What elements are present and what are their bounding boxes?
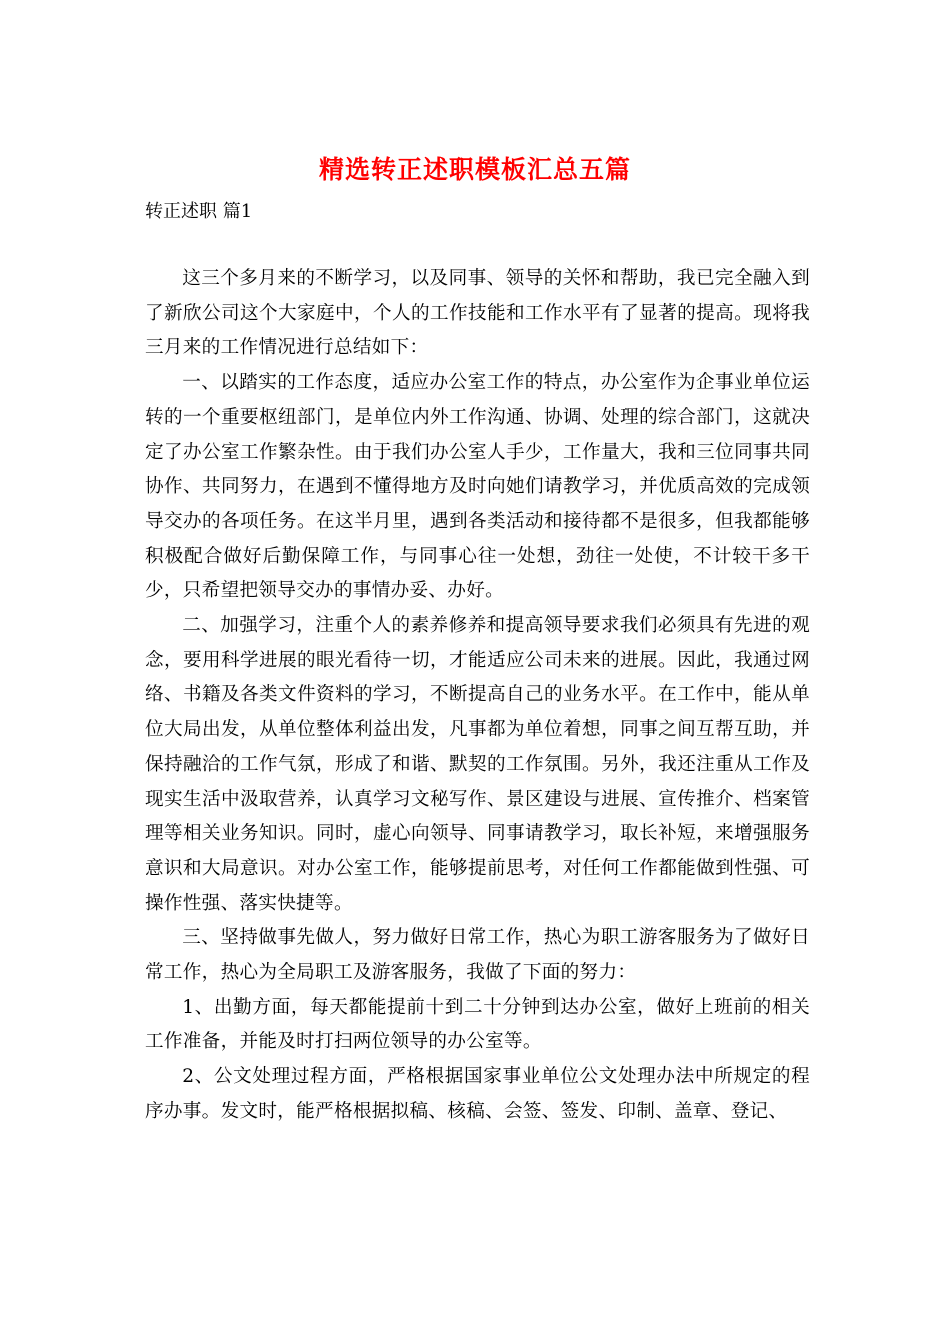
- paragraph: 这三个多月来的不断学习，以及同事、领导的关怀和帮助，我已完全融入到了新欣公司这个大家庭中，个人的工作技能和工作水平有了显著的提高。现将我三月来的工作情况进行总结如下：: [145, 268, 810, 359]
- paragraph: 2、公文处理过程方面，严格根据国家事业单位公文处理办法中所规定的程序办事。发文时，能严格根据拟稿、核稿、会签、签发、印制、盖章、登记、: [145, 1066, 810, 1122]
- document-title: 精选转正述职模板汇总五篇: [318, 155, 631, 184]
- paragraph: 1、出勤方面，每天都能提前十到二十分钟到达办公室，做好上班前的相关工作准备，并能及时打扫两位领导的办公室等。: [145, 996, 810, 1053]
- section-heading: 转正述职 篇1: [145, 201, 253, 222]
- paragraph: 三、坚持做事先做人，努力做好日常工作，热心为职工游客服务为了做好日常工作，热心为全局职工及游客服务，我做了下面的努力：: [145, 927, 810, 984]
- paragraph: 一、以踏实的工作态度，适应办公室工作的特点，办公室作为企事业单位运转的一个重要枢纽部门，是单位内外工作沟通、协调、处理的综合部门，这就决定了办公室工作繁杂性。由于我们办公室人手少，工作量大，我和三位同事共同协作、共同努力，在遇到不懂得地方及时向她们请教学习，并优质高效的完成领导交办的各项任务。在这半月里，遇到各类活动和接待都不是很多，但我都能够积极配合做好后勤保障工作，与同事心往一处想，劲往一处使，不计较干多干少，只希望把领导交办的事情办妥、办好。: [145, 372, 810, 602]
- document-body: [145, 262, 810, 1130]
- paragraph: 二、加强学习，注重个人的素养修养和提高领导要求我们必须具有先进的观念，要用科学进展的眼光看待一切，才能适应公司未来的进展。因此，我通过网络、书籍及各类文件资料的学习，不断提高自己的业务水平。在工作中，能从单位大局出发，从单位整体利益出发，凡事都为单位着想，同事之间互帮互助，并保持融洽的工作气氛，形成了和谐、默契的工作氛围。另外，我还注重从工作及现实生活中汲取营养，认真学习文秘写作、景区建设与进展、宣传推介、档案管理等相关业务知识。同时，虚心向领导、同事请教学习，取长补短，来增强服务意识和大局意识。对办公室工作，能够提前思考，对任何工作都能做到性强、可操作性强、落实快捷等。: [145, 615, 810, 914]
